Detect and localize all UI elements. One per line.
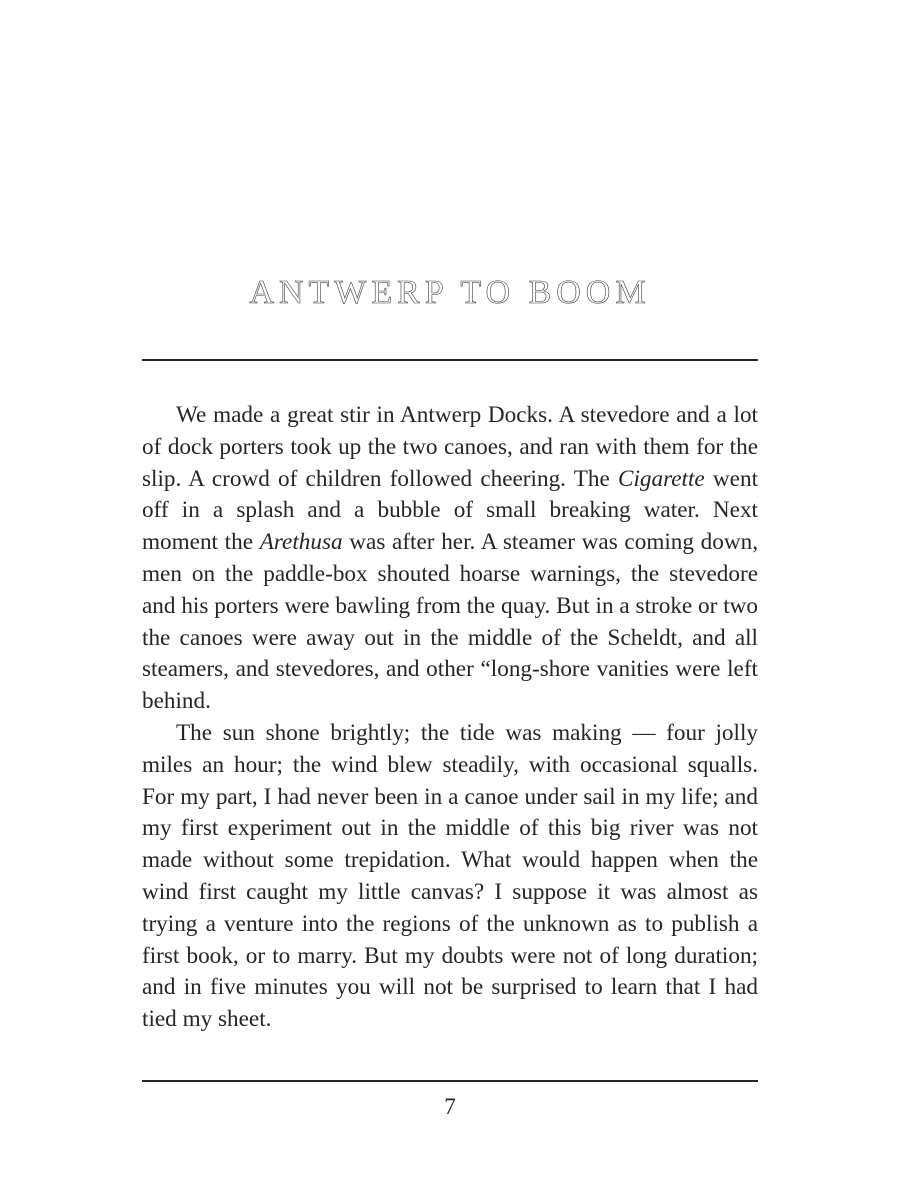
body-text bbox=[142, 400, 758, 1036]
paragraph-1-segment: went off in a splash and a bubble of small breaking water. Next moment the bbox=[142, 465, 759, 556]
top-rule bbox=[142, 359, 758, 361]
italic-ship-name: Arethusa bbox=[259, 529, 343, 556]
chapter-title: ANTWERP TO BOOM bbox=[249, 274, 651, 311]
paragraph-2 bbox=[142, 718, 758, 1036]
bottom-rule bbox=[142, 1080, 758, 1082]
page-number: 7 bbox=[444, 1094, 456, 1119]
paragraph-2-segment: The sun shone brightly; the tide was making — four jolly miles an hour; the wind blew steadily, with occasional squalls. For my part, I had never been in a canoe under sail in my life; and my first experiment out in the middle of this big river was not made without some trepidation. What would happen when the wind first caught my little canvas? I suppose it was almost as trying a venture into the regions of the unknown as to publish a first book, or to marry. But my doubts were not of long duration; and in five minutes you will not be surprised to learn that I had tied my sheet. bbox=[142, 719, 758, 1033]
paragraph-1-segment: We made a great stir in Antwerp Docks. A stevedore and a lot of dock porters took up the two canoes, and ran with them for the slip. A crowd of children followed cheering. The bbox=[142, 402, 758, 492]
paragraph-1-segment: was after her. A steamer was coming down, men on the paddle-box shouted hoarse warnings, the stevedore and his porters were bawling from the quay. But in a stroke or two the canoes were away out in the middle of the Scheldt, and all steamers, and stevedores, and other “long-shore vanities were left behind. bbox=[142, 529, 759, 715]
italic-ship-name: Cigarette bbox=[618, 465, 705, 492]
paragraph-1 bbox=[142, 400, 758, 718]
